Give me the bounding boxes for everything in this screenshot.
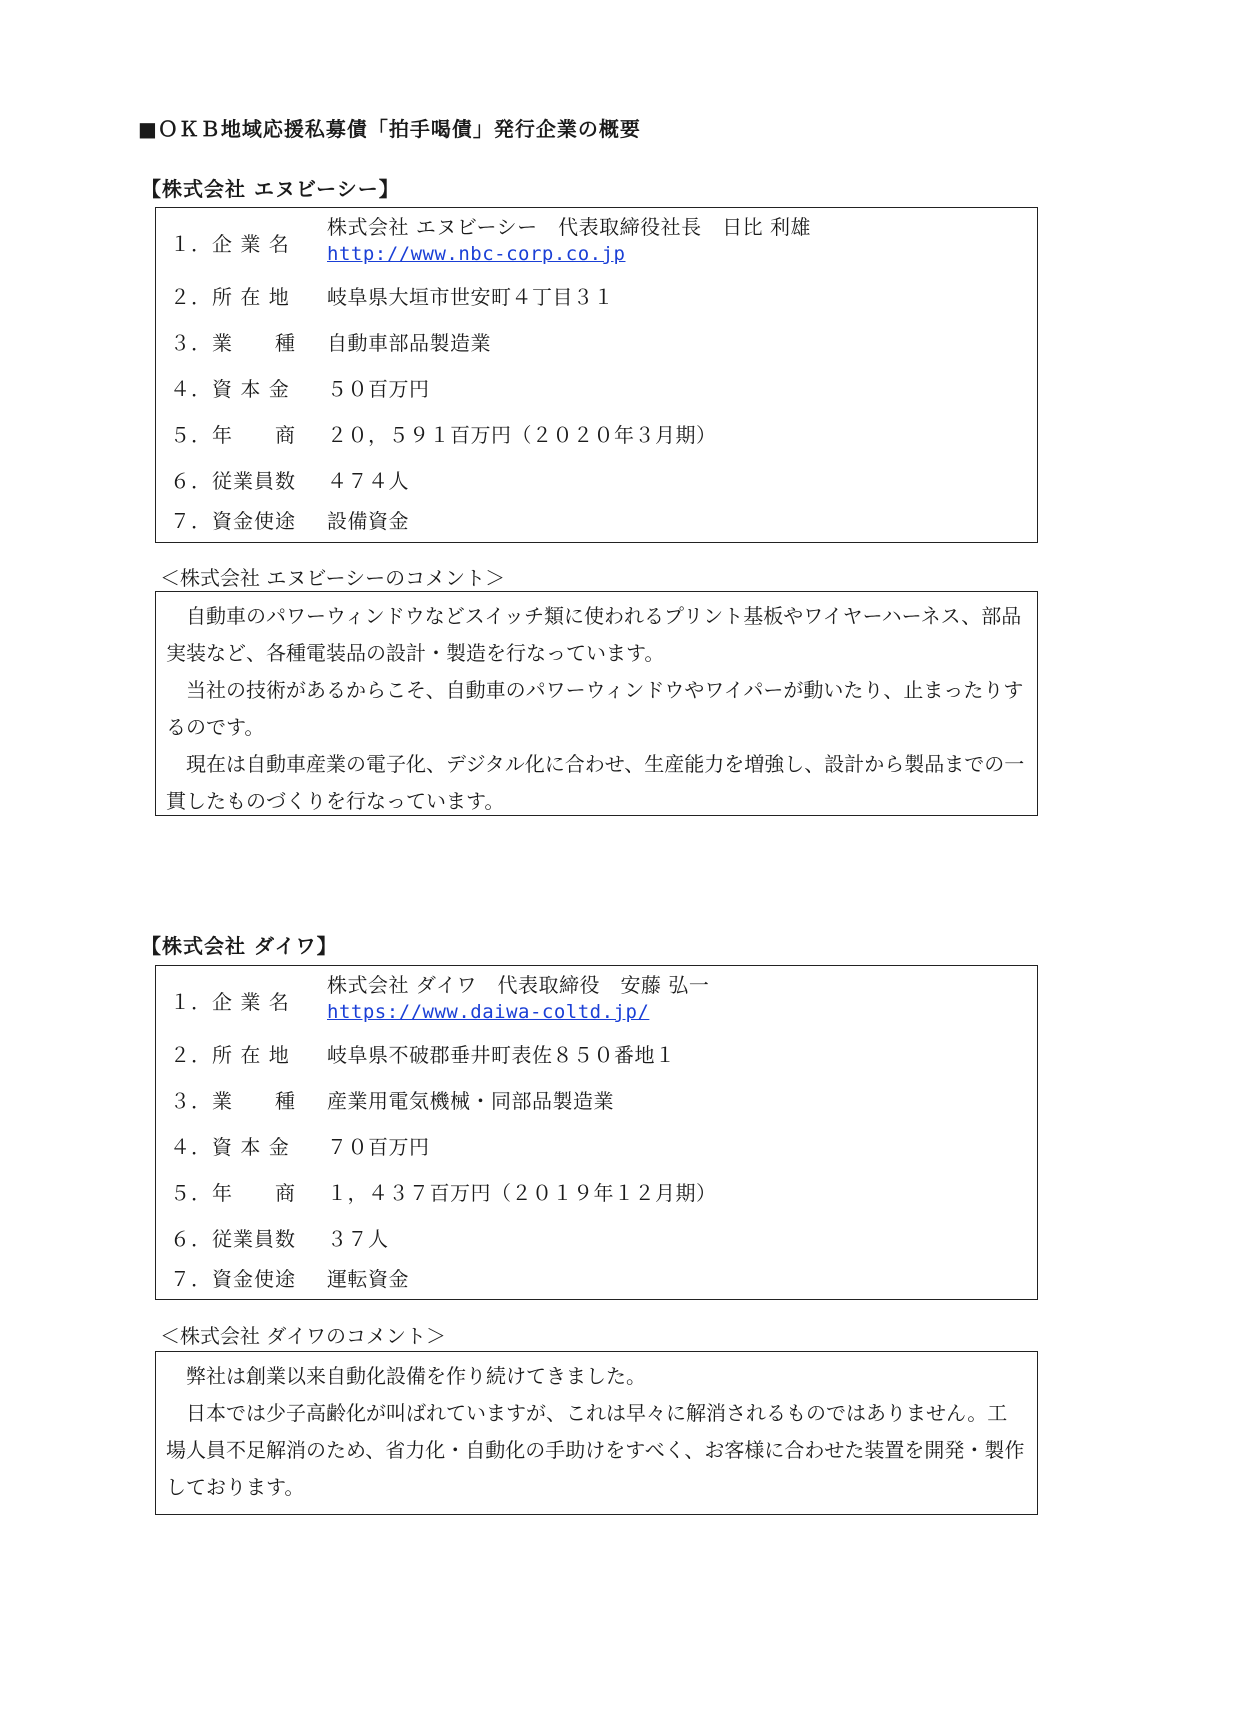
comment-caption: ＜株式会社 エヌビーシーのコメント＞ xyxy=(160,566,506,590)
row-value: 自動車部品製造業 xyxy=(327,330,491,355)
row-label: ３．業 種 xyxy=(170,1088,296,1113)
row-label: ２．所 在 地 xyxy=(170,284,290,309)
row-label: １．企 業 名 xyxy=(170,232,290,256)
row-label: ６．従業員数 xyxy=(170,468,296,493)
row-label: ２．所 在 地 xyxy=(170,1042,290,1067)
row-value: ７０百万円 xyxy=(327,1134,430,1159)
info-row-sales xyxy=(156,410,1037,456)
row-label: ７．資金使途 xyxy=(170,1266,296,1291)
info-row-fund-usage xyxy=(156,496,1037,542)
company-comment-box xyxy=(155,1351,1038,1515)
row-value xyxy=(327,972,709,1026)
company-info-table xyxy=(155,207,1038,543)
company-heading: 【株式会社 エヌビーシー】 xyxy=(141,177,400,201)
row-value: 運転資金 xyxy=(327,1266,409,1291)
row-value: ４７４人 xyxy=(327,468,409,493)
info-row-company-name xyxy=(156,968,1037,1030)
row-label: ４．資 本 金 xyxy=(170,376,290,401)
comment-paragraph: 現在は自動車産業の電子化、デジタル化に合わせ、生産能力を増強し、設計から製品までの一貫したものづくりを行なっています。 xyxy=(166,752,1025,813)
row-value xyxy=(327,214,811,268)
row-label: ３．業 種 xyxy=(170,330,296,355)
row-label: ４．資 本 金 xyxy=(170,1134,290,1159)
info-row-fund-usage xyxy=(156,1254,1037,1300)
row-label: ７．資金使途 xyxy=(170,508,296,533)
company-website-link[interactable]: http://www.nbc-corp.co.jp xyxy=(327,243,626,265)
row-label: ６．従業員数 xyxy=(170,1226,296,1251)
info-row-capital xyxy=(156,364,1037,410)
info-row-company-name xyxy=(156,210,1037,272)
row-value: ５０百万円 xyxy=(327,376,430,401)
row-label: ５．年 商 xyxy=(170,422,296,447)
comment-caption: ＜株式会社 ダイワのコメント＞ xyxy=(160,1324,446,1348)
comment-paragraph: 弊社は創業以来自動化設備を作り続けてきました。 xyxy=(186,1364,646,1388)
info-row-address xyxy=(156,272,1037,318)
info-row-industry xyxy=(156,318,1037,364)
company-website-link[interactable]: https://www.daiwa-coltd.jp/ xyxy=(327,1001,650,1023)
company-comment-box xyxy=(155,591,1038,816)
info-row-sales xyxy=(156,1168,1037,1214)
row-value: 岐阜県不破郡垂井町表佐８５０番地１ xyxy=(327,1042,676,1067)
row-value: ２０，５９１百万円（２０２０年３月期） xyxy=(327,422,717,447)
row-value: １，４３７百万円（２０１９年１２月期） xyxy=(327,1180,717,1205)
comment-paragraph: 当社の技術があるからこそ、自動車のパワーウィンドウやワイパーが動いたり、止まったりするのです。 xyxy=(166,678,1024,739)
comment-paragraph: 日本では少子高齢化が叫ばれていますが、これは早々に解消されるものではありません。工場人員不足解消のため、省力化・自動化の手助けをすべく、お客様に合わせた装置を開発・製作しております。 xyxy=(166,1401,1025,1499)
row-label: ５．年 商 xyxy=(170,1180,296,1205)
row-value: 岐阜県大垣市世安町４丁目３１ xyxy=(327,284,614,309)
row-value: 産業用電気機械・同部品製造業 xyxy=(327,1088,614,1113)
document-title: ■ＯＫＢ地域応援私募債「拍手喝債」発行企業の概要 xyxy=(138,117,641,141)
row-value: 設備資金 xyxy=(327,508,409,533)
company-name-value: 株式会社 ダイワ 代表取締役 安藤 弘一 xyxy=(327,973,710,997)
company-info-table xyxy=(155,965,1038,1300)
info-row-address xyxy=(156,1030,1037,1076)
comment-paragraph: 自動車のパワーウィンドウなどスイッチ類に使われるプリント基板やワイヤーハーネス、部品実装など、各種電装品の設計・製造を行なっています。 xyxy=(166,604,1022,665)
company-heading: 【株式会社 ダイワ】 xyxy=(141,934,338,958)
row-value: ３７人 xyxy=(327,1226,389,1251)
info-row-industry xyxy=(156,1076,1037,1122)
company-name-value: 株式会社 エヌビーシー 代表取締役社長 日比 利雄 xyxy=(327,215,812,239)
row-label: １．企 業 名 xyxy=(170,990,290,1014)
info-row-capital xyxy=(156,1122,1037,1168)
